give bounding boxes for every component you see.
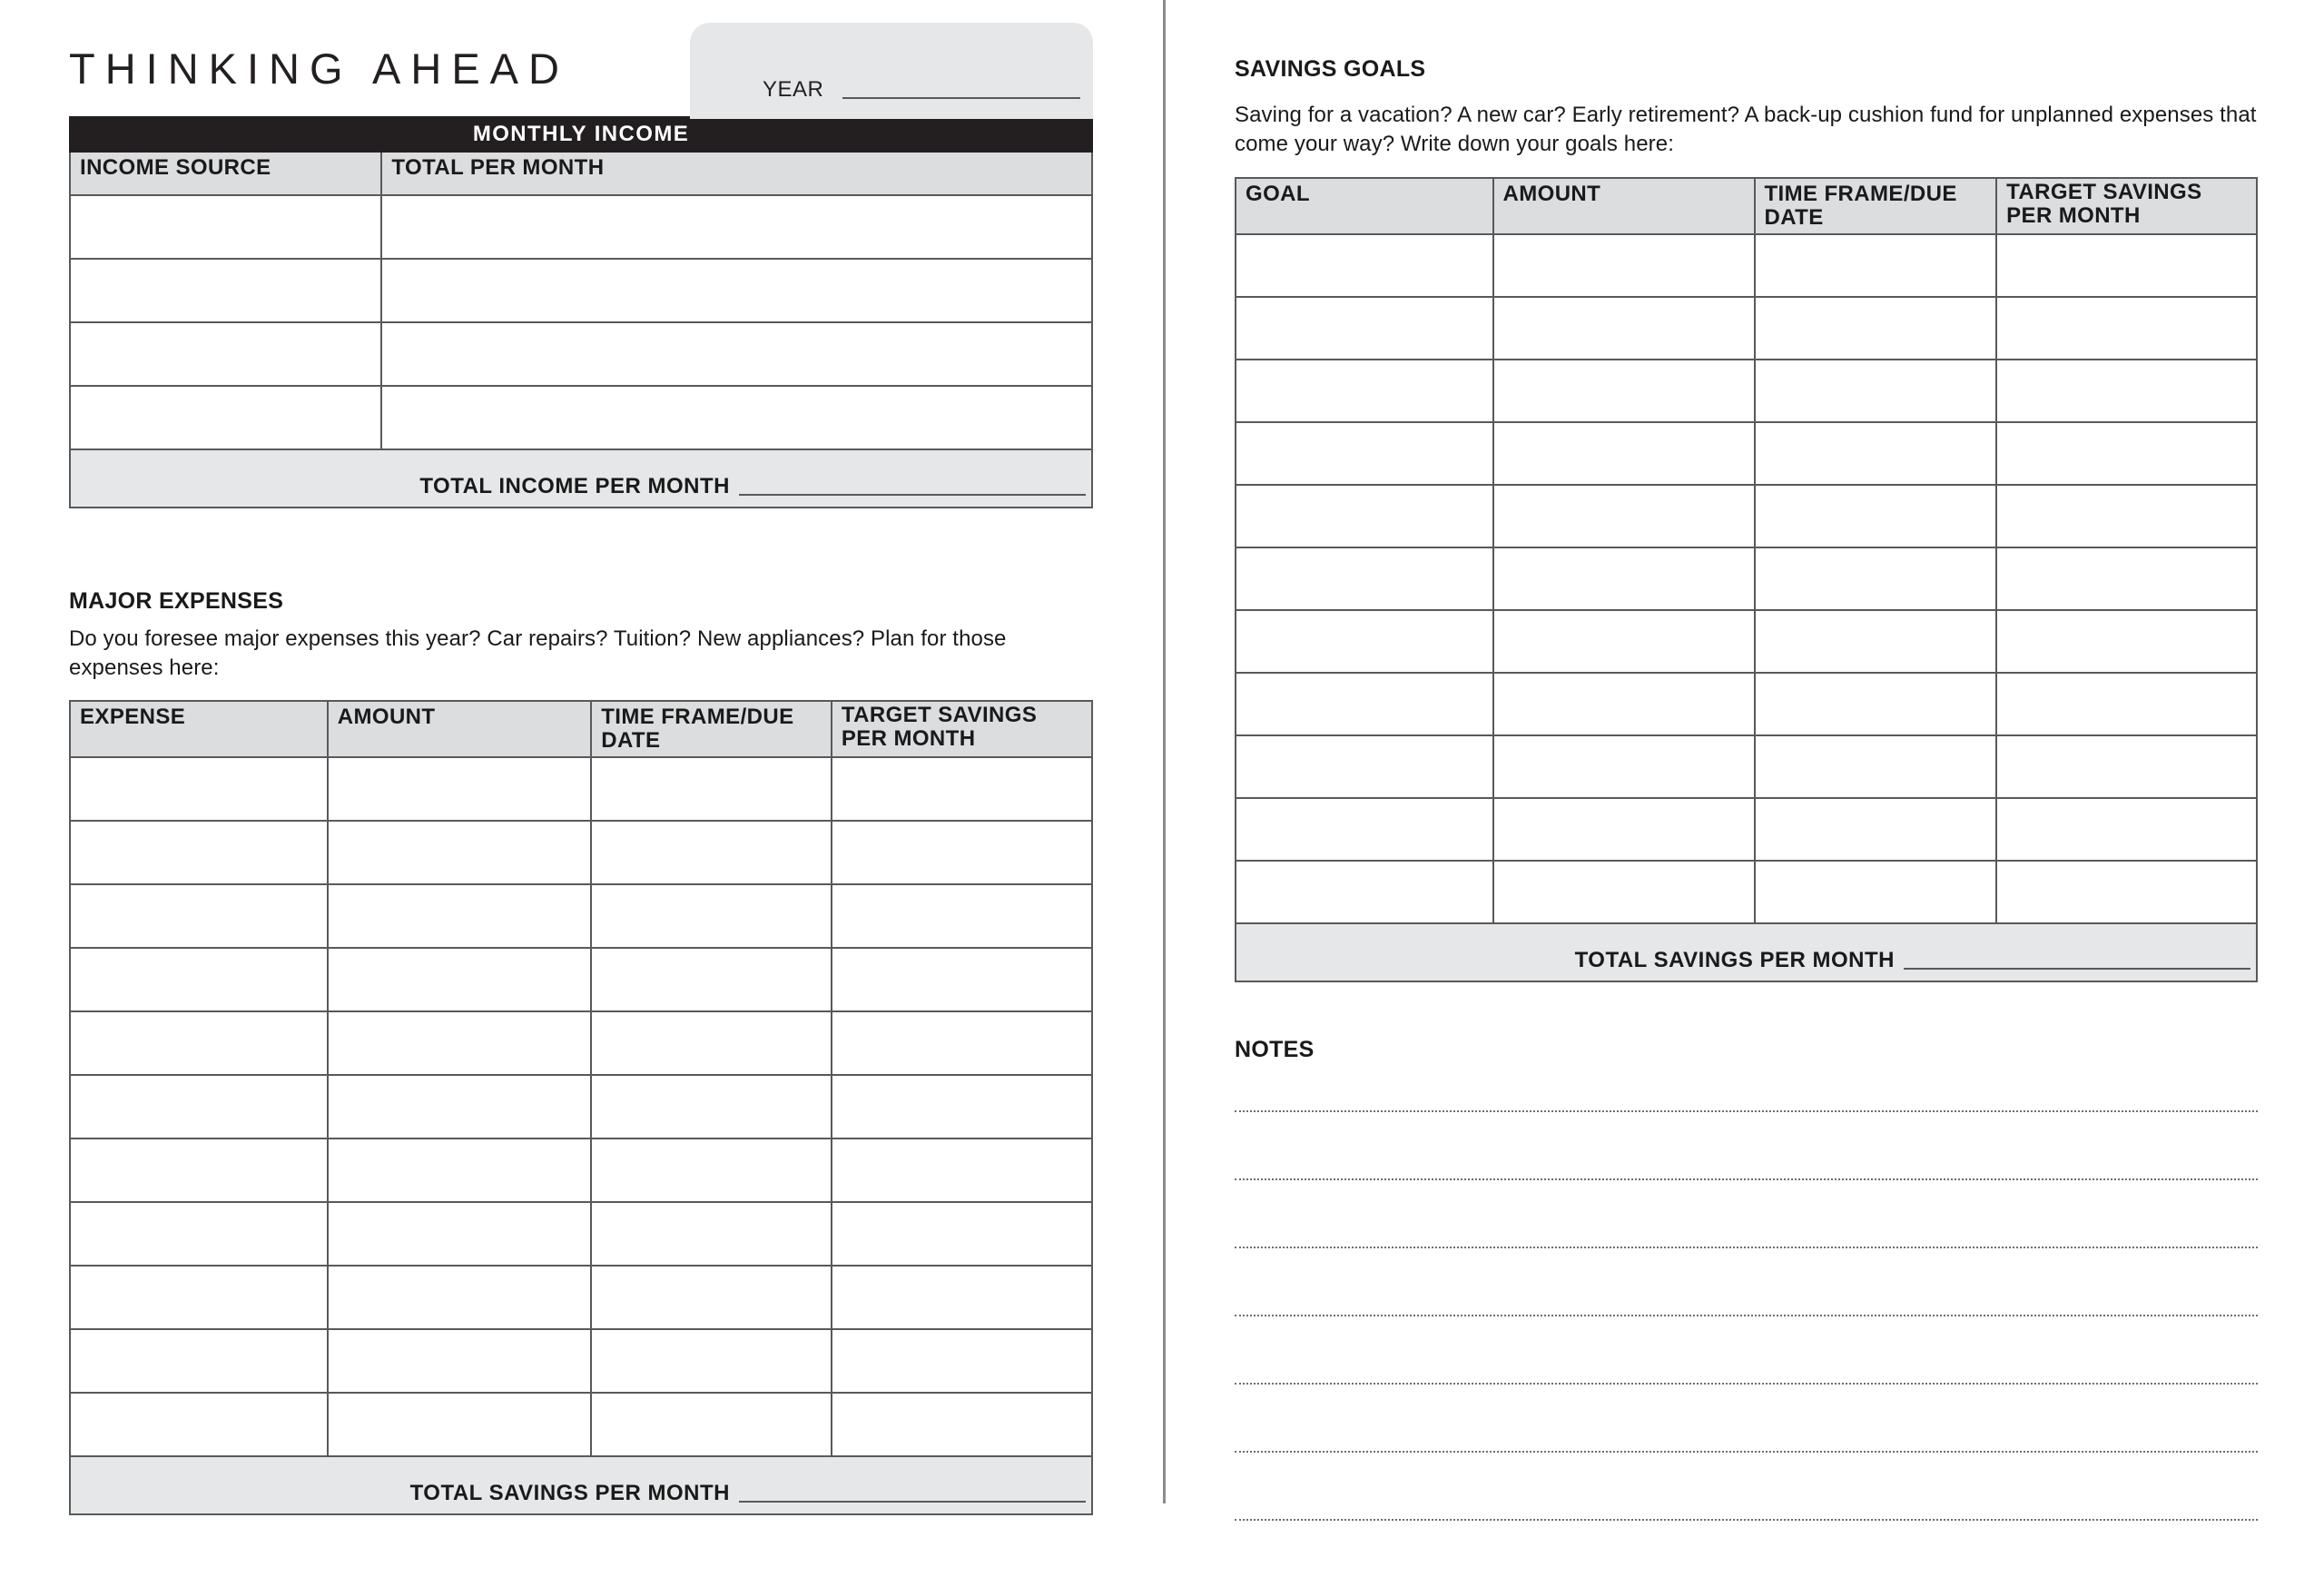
cell-time-frame[interactable] <box>1755 422 1997 485</box>
table-row[interactable] <box>70 1011 1092 1075</box>
cell-amount[interactable] <box>1493 422 1755 485</box>
table-row[interactable] <box>70 1329 1092 1393</box>
cell-time-frame[interactable] <box>591 1329 832 1393</box>
total-income-row <box>70 449 1092 508</box>
right-page <box>1163 0 2324 1503</box>
cell-time-frame[interactable] <box>591 1075 832 1138</box>
table-row[interactable] <box>70 386 1092 449</box>
cell-expense[interactable] <box>70 1011 328 1075</box>
cell-time-frame[interactable] <box>591 1011 832 1075</box>
cell-goal[interactable] <box>1236 861 1493 923</box>
monthly-income-table <box>69 116 1093 508</box>
column-header-time-frame: TIME FRAME/DUE DATE <box>1755 178 1997 234</box>
major-expenses-header-row <box>70 701 1092 757</box>
cell-expense[interactable] <box>70 1202 328 1266</box>
cell-target-savings[interactable] <box>1996 234 2257 297</box>
table-row[interactable] <box>70 1202 1092 1266</box>
cell-time-frame[interactable] <box>591 1266 832 1329</box>
cell-target-savings[interactable] <box>832 1011 1092 1075</box>
cell-time-frame[interactable] <box>591 1202 832 1266</box>
table-row[interactable] <box>70 1266 1092 1329</box>
table-row[interactable] <box>1236 234 2257 297</box>
cell-amount[interactable] <box>328 948 592 1011</box>
note-line[interactable] <box>1235 1315 2258 1383</box>
note-line[interactable] <box>1235 1451 2258 1519</box>
cell-target-savings[interactable] <box>1996 485 2257 547</box>
cell-time-frame[interactable] <box>1755 360 1997 422</box>
savings-goals-section <box>1235 56 2258 982</box>
cell-time-frame[interactable] <box>591 884 832 948</box>
total-savings-input-rule[interactable] <box>739 1501 1086 1503</box>
cell-time-frame[interactable] <box>1755 798 1997 861</box>
table-row[interactable] <box>1236 360 2257 422</box>
cell-target-savings[interactable] <box>832 1329 1092 1393</box>
total-income-cell <box>70 449 1092 508</box>
major-expenses-description: Do you foresee major expenses this year? Car repairs? Tuition? New appliances? Plan for those expenses here: <box>69 626 1007 680</box>
savings-goals-table-wrap <box>1235 177 2258 982</box>
total-income-label: TOTAL INCOME PER MONTH <box>419 474 730 498</box>
table-row[interactable] <box>70 821 1092 884</box>
table-row[interactable] <box>70 1393 1092 1456</box>
cell-target-savings[interactable] <box>1996 422 2257 485</box>
cell-time-frame[interactable] <box>1755 610 1997 673</box>
column-header-time-frame: TIME FRAME/DUE DATE <box>591 701 832 757</box>
cell-goal[interactable] <box>1236 547 1493 610</box>
cell-time-frame[interactable] <box>1755 547 1997 610</box>
column-header-target-savings <box>832 701 1092 757</box>
cell-amount[interactable] <box>328 1138 592 1202</box>
cell-total-per-month[interactable] <box>381 195 1092 259</box>
year-input-rule[interactable] <box>842 97 1080 99</box>
table-row[interactable] <box>70 948 1092 1011</box>
cell-amount[interactable] <box>1493 485 1755 547</box>
cell-goal[interactable] <box>1236 735 1493 798</box>
cell-goal[interactable] <box>1236 798 1493 861</box>
cell-target-savings[interactable] <box>832 1075 1092 1138</box>
cell-amount[interactable] <box>1493 735 1755 798</box>
table-row[interactable] <box>1236 422 2257 485</box>
table-row[interactable] <box>70 322 1092 386</box>
cell-amount[interactable] <box>328 1011 592 1075</box>
cell-amount[interactable] <box>328 1266 592 1329</box>
table-row[interactable] <box>1236 297 2257 360</box>
cell-time-frame[interactable] <box>1755 861 1997 923</box>
savings-goals-table <box>1235 177 2258 982</box>
table-row[interactable] <box>70 195 1092 259</box>
cell-amount[interactable] <box>1493 547 1755 610</box>
table-row[interactable] <box>1236 798 2257 861</box>
column-header-goal: GOAL <box>1236 178 1493 234</box>
major-expenses-table-wrap <box>69 700 1093 1515</box>
table-row[interactable] <box>70 259 1092 322</box>
cell-amount[interactable] <box>328 1329 592 1393</box>
monthly-income-table-wrap <box>69 116 1093 508</box>
column-header-target-savings <box>1996 178 2257 234</box>
year-field-box[interactable] <box>690 23 1093 119</box>
column-header-income-source: INCOME SOURCE <box>70 152 381 195</box>
cell-expense[interactable] <box>70 757 328 821</box>
cell-expense[interactable] <box>70 948 328 1011</box>
cell-goal[interactable] <box>1236 297 1493 360</box>
page-title: THINKING AHEAD <box>69 44 569 93</box>
cell-total-per-month[interactable] <box>381 386 1092 449</box>
cell-target-savings[interactable] <box>1996 735 2257 798</box>
note-line[interactable] <box>1235 1247 2258 1315</box>
major-expenses-section <box>69 588 1093 1515</box>
major-expenses-table <box>69 700 1093 1515</box>
monthly-income-header-row <box>70 152 1092 195</box>
cell-income-source[interactable] <box>70 195 381 259</box>
cell-amount[interactable] <box>328 1393 592 1456</box>
total-savings-cell <box>1236 923 2257 981</box>
cell-target-savings[interactable] <box>1996 610 2257 673</box>
target-savings-line2: PER MONTH <box>841 725 976 751</box>
total-savings-row <box>70 1456 1092 1514</box>
cell-target-savings[interactable] <box>832 757 1092 821</box>
note-line[interactable] <box>1235 1110 2258 1178</box>
table-row[interactable] <box>70 1138 1092 1202</box>
column-header-total-per-month: TOTAL PER MONTH <box>381 152 1092 195</box>
total-savings-cell <box>70 1456 1092 1514</box>
cell-goal[interactable] <box>1236 360 1493 422</box>
note-line[interactable] <box>1235 1178 2258 1247</box>
cell-target-savings[interactable] <box>832 1202 1092 1266</box>
cell-goal[interactable] <box>1236 485 1493 547</box>
table-row[interactable] <box>70 1075 1092 1138</box>
notes-lines <box>1235 1110 2258 1587</box>
table-row[interactable] <box>1236 485 2257 547</box>
page-header <box>69 0 1093 116</box>
cell-amount[interactable] <box>1493 234 1755 297</box>
cell-target-savings[interactable] <box>832 1138 1092 1202</box>
cell-time-frame[interactable] <box>1755 234 1997 297</box>
cell-amount[interactable] <box>1493 798 1755 861</box>
savings-goals-heading: SAVINGS GOALS <box>1235 56 1426 82</box>
cell-amount[interactable] <box>1493 360 1755 422</box>
cell-income-source[interactable] <box>70 259 381 322</box>
cell-time-frame[interactable] <box>591 821 832 884</box>
cell-time-frame[interactable] <box>591 757 832 821</box>
cell-income-source[interactable] <box>70 322 381 386</box>
cell-amount[interactable] <box>328 821 592 884</box>
cell-expense[interactable] <box>70 1138 328 1202</box>
table-row[interactable] <box>70 757 1092 821</box>
cell-target-savings[interactable] <box>832 821 1092 884</box>
cell-goal[interactable] <box>1236 673 1493 735</box>
target-savings-line1: TARGET SAVINGS <box>841 703 1038 728</box>
cell-goal[interactable] <box>1236 422 1493 485</box>
major-expenses-heading: MAJOR EXPENSES <box>69 588 284 614</box>
cell-amount[interactable] <box>1493 610 1755 673</box>
cell-time-frame[interactable] <box>591 1393 832 1456</box>
cell-expense[interactable] <box>70 1266 328 1329</box>
cell-income-source[interactable] <box>70 386 381 449</box>
cell-expense[interactable] <box>70 1393 328 1456</box>
monthly-income-band-title: MONTHLY INCOME <box>70 117 1092 152</box>
cell-amount[interactable] <box>1493 673 1755 735</box>
cell-amount[interactable] <box>1493 861 1755 923</box>
cell-time-frame[interactable] <box>1755 485 1997 547</box>
cell-target-savings[interactable] <box>1996 360 2257 422</box>
total-savings-row <box>1236 923 2257 981</box>
notes-heading: NOTES <box>1235 1037 1315 1063</box>
note-line[interactable] <box>1235 1519 2258 1587</box>
notes-section <box>1235 982 2258 1587</box>
left-page <box>0 0 1163 1506</box>
cell-expense[interactable] <box>70 821 328 884</box>
column-header-amount: AMOUNT <box>328 701 592 757</box>
table-row[interactable] <box>1236 673 2257 735</box>
total-income-input-rule[interactable] <box>739 494 1086 496</box>
cell-goal[interactable] <box>1236 234 1493 297</box>
cell-target-savings[interactable] <box>1996 673 2257 735</box>
cell-goal[interactable] <box>1236 610 1493 673</box>
cell-time-frame[interactable] <box>1755 297 1997 360</box>
savings-goals-header-row <box>1236 178 2257 234</box>
cell-amount[interactable] <box>1493 297 1755 360</box>
target-savings-line2: PER MONTH <box>2006 202 2141 228</box>
monthly-income-band-row <box>70 117 1092 152</box>
cell-amount[interactable] <box>328 1075 592 1138</box>
total-savings-label: TOTAL SAVINGS PER MONTH <box>1574 948 1895 973</box>
table-row[interactable] <box>70 884 1092 948</box>
cell-target-savings[interactable] <box>832 1393 1092 1456</box>
cell-time-frame[interactable] <box>591 948 832 1011</box>
cell-total-per-month[interactable] <box>381 259 1092 322</box>
cell-target-savings[interactable] <box>832 884 1092 948</box>
cell-target-savings[interactable] <box>1996 297 2257 360</box>
cell-target-savings[interactable] <box>1996 861 2257 923</box>
cell-amount[interactable] <box>328 757 592 821</box>
total-savings-input-rule[interactable] <box>1904 968 2250 970</box>
column-header-expense: EXPENSE <box>70 701 328 757</box>
cell-amount[interactable] <box>328 884 592 948</box>
table-row[interactable] <box>1236 861 2257 923</box>
cell-time-frame[interactable] <box>1755 673 1997 735</box>
cell-total-per-month[interactable] <box>381 322 1092 386</box>
table-row[interactable] <box>1236 547 2257 610</box>
total-savings-label: TOTAL SAVINGS PER MONTH <box>409 1481 730 1506</box>
cell-target-savings[interactable] <box>1996 798 2257 861</box>
note-line[interactable] <box>1235 1383 2258 1451</box>
cell-target-savings[interactable] <box>1996 547 2257 610</box>
cell-amount[interactable] <box>328 1202 592 1266</box>
table-row[interactable] <box>1236 735 2257 798</box>
target-savings-line1: TARGET SAVINGS <box>2006 180 2202 205</box>
cell-expense[interactable] <box>70 1329 328 1393</box>
year-label: YEAR <box>763 77 824 102</box>
cell-expense[interactable] <box>70 884 328 948</box>
savings-goals-description: Saving for a vacation? A new car? Early retirement? A back-up cushion fund for unplanned expenses that come your way? Write down your goals here: <box>1235 103 2257 156</box>
column-header-amount: AMOUNT <box>1493 178 1755 234</box>
cell-target-savings[interactable] <box>832 948 1092 1011</box>
cell-time-frame[interactable] <box>1755 735 1997 798</box>
cell-time-frame[interactable] <box>591 1138 832 1202</box>
table-row[interactable] <box>1236 610 2257 673</box>
cell-target-savings[interactable] <box>832 1266 1092 1329</box>
cell-expense[interactable] <box>70 1075 328 1138</box>
